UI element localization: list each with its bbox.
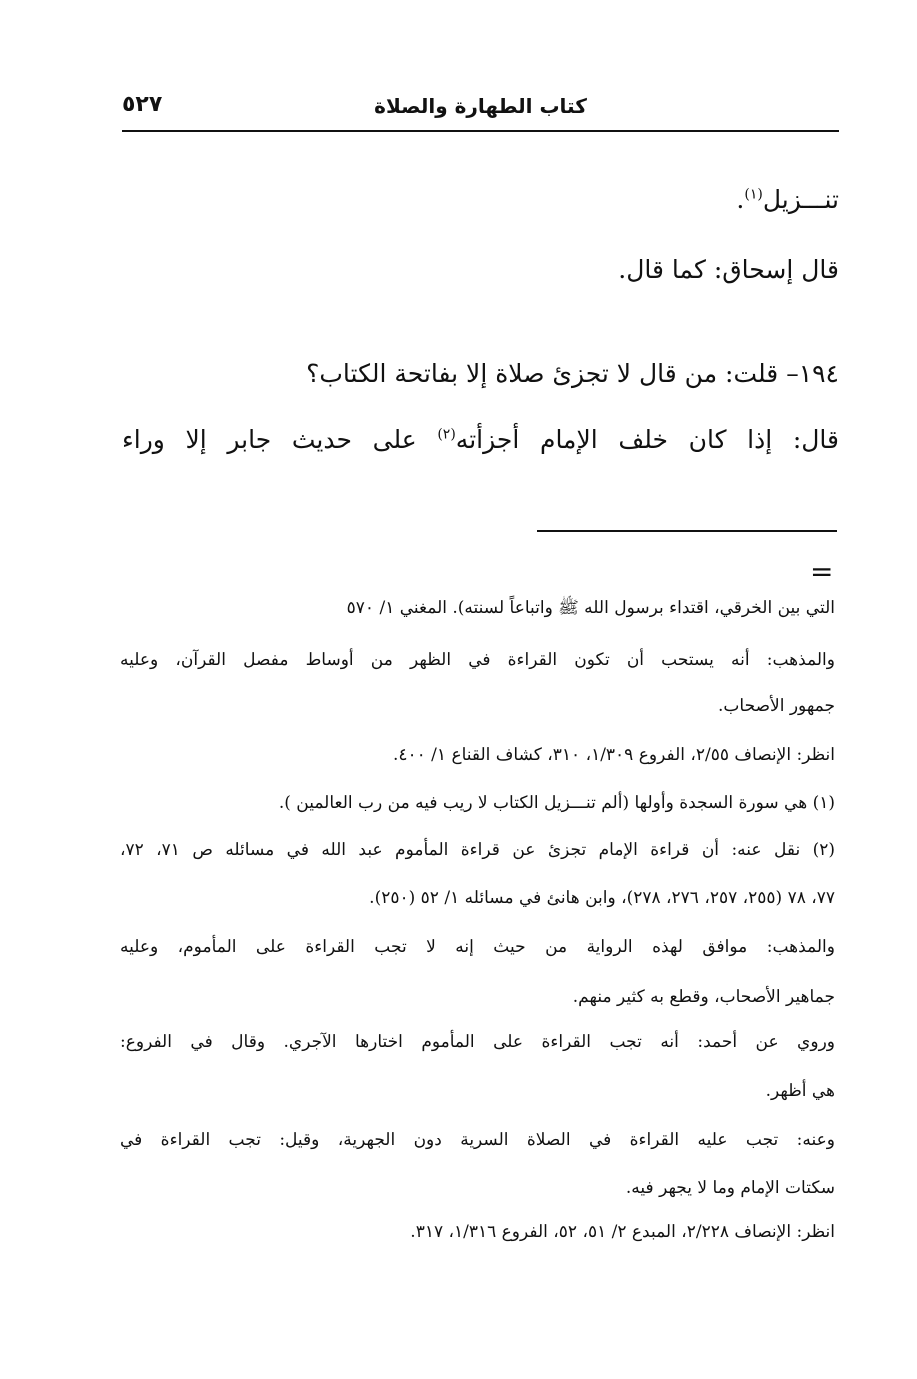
footnote-1: (١) هي سورة السجدة وأولها (ألم تنـــزيل الكتاب لا ريب فيه من رب العالمين ). (278, 793, 835, 813)
question-194: ١٩٤– قلت: من قال لا تجزئ صلاة إلا بفاتحة الكتاب؟ (306, 359, 839, 388)
answer-text-b: على حديث جابر إلا وراء (122, 425, 438, 454)
footnote-line: انظر: الإنصاف ٢/٢٢٨، المبدع ٢/ ٥١، ٥٢، الفروع ١/٣١٦، ٣١٧. (410, 1222, 835, 1242)
footnote-line: والمذهب: موافق لهذه الرواية من حيث إنه لا تجب القراءة على المأموم، وعليه (120, 937, 835, 957)
page-number: ٥٢٧ (122, 92, 163, 117)
footnote-ref-1[interactable]: (١) (744, 186, 763, 203)
tanzil-period: . (736, 185, 745, 214)
footnote-line: جمهور الأصحاب. (718, 696, 835, 716)
footnote-line: هي أظهر. (765, 1081, 835, 1101)
main-line-ishaq: قال إسحاق: كما قال. (618, 255, 839, 284)
footnote-separator (537, 530, 837, 532)
footnote-line: ٧٧، ٧٨ (٢٥٥، ٢٥٧، ٢٧٦، ٢٧٨)، وابن هانئ في مسائله ١/ ٥٢ (٢٥٠). (369, 888, 835, 908)
footnote-line: والمذهب: أنه يستحب أن تكون القراءة في الظهر من أوساط مفصل القرآن، وعليه (120, 650, 835, 670)
answer-text-a: قال: إذا كان خلف الإمام أجزأته (455, 425, 839, 454)
running-header (122, 92, 839, 132)
footnote-line: التي بين الخرقي، اقتداء برسول الله ﷺ واتباعاً لسنته). المغني ١/ ٥٧٠ (346, 598, 835, 618)
running-title: كتاب الطهارة والصلاة (374, 94, 587, 118)
footnote-line: وعنه: تجب عليه القراءة في الصلاة السرية دون الجهرية، وقيل: تجب القراءة في (120, 1130, 835, 1150)
tanzil-text: تنـــزيل (762, 185, 839, 214)
footnote-line: وروي عن أحمد: أنه تجب القراءة على المأموم اختارها الآجري. وقال في الفروع: (120, 1032, 835, 1052)
footnote-line: جماهير الأصحاب، وقطع به كثير منهم. (572, 987, 835, 1007)
main-line-tanzil (736, 180, 839, 220)
continuation-mark: = (810, 555, 834, 588)
footnote-line: سكتات الإمام وما لا يجهر فيه. (625, 1178, 835, 1198)
footnote-line: انظر: الإنصاف ٢/٥٥، الفروع ١/٣٠٩، ٣١٠، كشاف القناع ١/ ٤٠٠. (392, 745, 835, 765)
footnote-2: (٢) نقل عنه: أن قراءة الإمام تجزئ عن قراءة المأموم عبد الله في مسائله ص ٧١، ٧٢، (120, 840, 836, 860)
answer-line (122, 420, 839, 460)
footnote-ref-2[interactable]: (٢) (437, 426, 456, 443)
